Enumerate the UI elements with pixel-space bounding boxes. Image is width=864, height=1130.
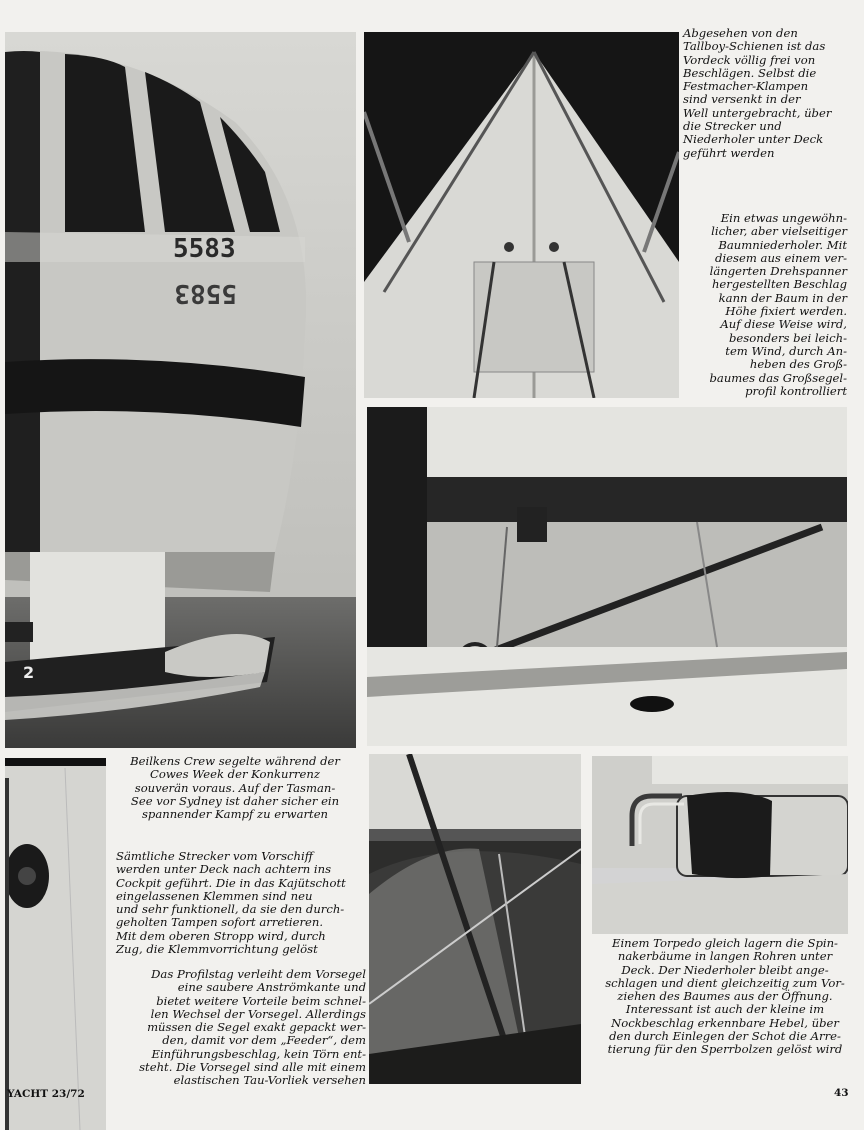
magazine-issue: YACHT 23/72 <box>7 1088 85 1100</box>
bulkhead-photo <box>5 758 106 1130</box>
caption-foredeck: Abgesehen von den Tallboy-Schienen ist das Vordeck völlig frei von Beschlägen. Selbst die Festmacher-Klampen sind versenkt in der Well untergebracht, über die Strecker und Niederholer unter Deck geführt werden <box>683 26 832 160</box>
caption-vang: Ein etwas ungewöhn- licher, aber vielseitiger Baumniederholer. Mit diesem aus einem ver- längerten Drehspanner hergestellten Beschlag kann der Baum in der Höhe fixiert werden. Auf diese Weise wird, besonders bei leich- tem Wind, durch An- heben des Groß- baumes das Großsegel- profil kontrolliert <box>709 211 847 398</box>
sail-number-mirrored: 5583 <box>174 278 237 308</box>
pole-tube-photo <box>592 756 848 934</box>
hull-number: 2 <box>23 663 35 682</box>
foredeck-photo <box>364 32 679 398</box>
caption-crew: Beilkens Crew segelte während der Cowes Week der Konkurrenz souverän voraus. Auf der Tasman- See vor Sydney ist daher sicher ein spannender Kampf zu erwarten <box>130 754 340 822</box>
spinnaker-photo <box>5 32 356 748</box>
sail-number: 5583 <box>173 234 236 264</box>
caption-strecker: Sämtliche Strecker vom Vorschiff werden unter Deck nach achtern ins Cockpit geführt. Die in das Kajütschott eingelassenen Klemmen sind neu und sehr funktionell, da sie den durch- geholten Tampen sofort arretieren. Mit dem oberen Stropp wird, durch Zug, die Klemmvorrichtung gelöst <box>116 849 346 957</box>
headfoil-photo <box>369 754 581 1084</box>
boom-vang-photo <box>367 407 847 746</box>
page-number: 43 <box>834 1087 849 1099</box>
caption-torpedo: Einem Torpedo gleich lagern die Spin- nakerbäume in langen Rohren unter Deck. Der Niederholer bleibt ange- schlagen und dient gleichzeitig zum Vor- ziehen des Baumes aus der Öffnung. Interessant ist auch der kleine im Nockbeschlag erkennbare Hebel, über den durch Einlegen der Schot die Arre- tierung für den Sperrbolzen gelöst wird <box>605 936 845 1057</box>
caption-profilstag: Das Profilstag verleiht dem Vorsegel eine saubere Anströmkante und bietet weitere Vorteile beim schnel- len Wechsel der Vorsegel. Allerdings müssen die Segel exakt gepackt wer- den, damit vor dem „Feeder“, dem Einführungsbeschlag, kein Törn ent- steht. Die Vorsegel sind alle mit einem elastischen Tau-Vorliek versehen <box>139 967 366 1088</box>
